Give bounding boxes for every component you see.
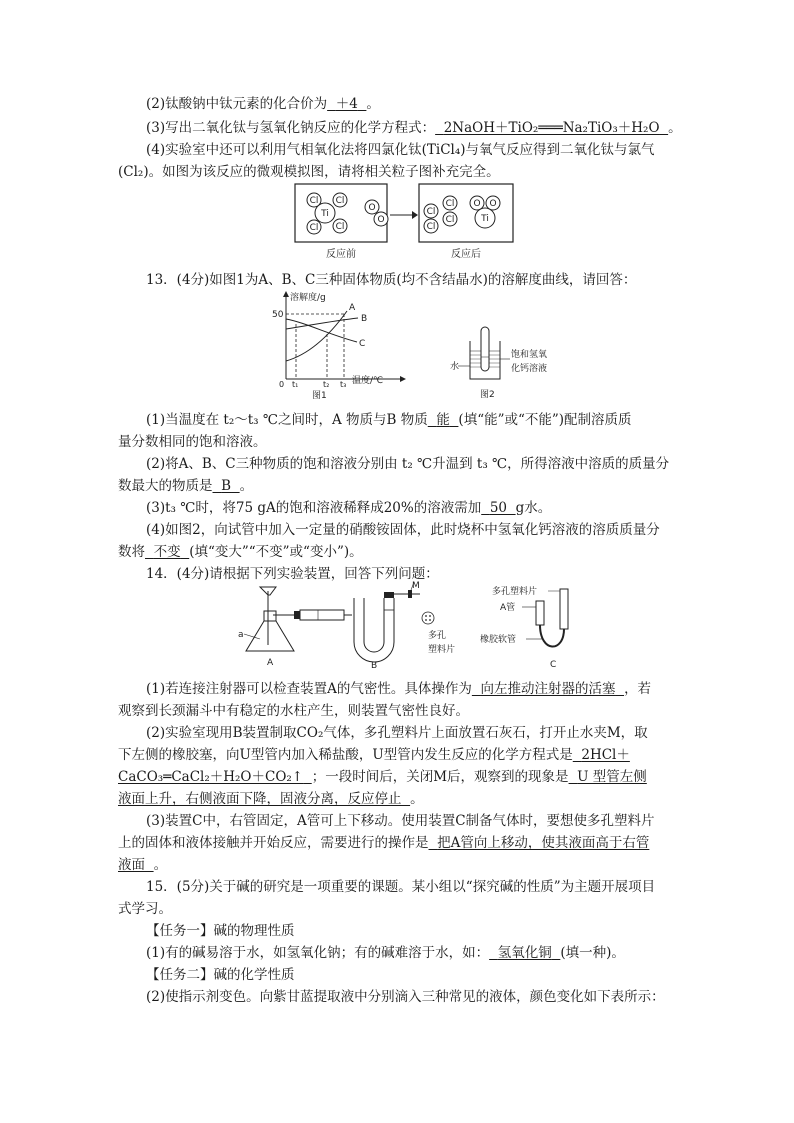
svg-text:Cl: Cl	[309, 223, 319, 233]
answer-blank: 液面	[118, 857, 145, 873]
svg-text:M: M	[412, 581, 420, 591]
apparatus-a-label: A	[267, 658, 274, 668]
answer-blank: 把A管向上移动，使其液面高于右管	[437, 835, 650, 851]
q15-task2-heading: 【任务二】碱的化学性质	[146, 967, 295, 983]
svg-text:O: O	[489, 199, 497, 209]
q13-part1-line1: (1)当温度在 t₂～t₃ ℃之间时，A 物质与B 物质 能 (填“能”或“不能”)配制溶质质	[146, 412, 632, 428]
q14-part1-line1: (1)若连接注射器可以检查装置A的气密性。具体操作为 向左推动注射器的活塞 ，若	[146, 681, 652, 697]
apparatus-b	[340, 580, 470, 670]
q15-heading-line1: 15．(5分)关于碱的研究是一项重要的课题。某小组以“探究碱的性质”为主题开展项目	[146, 879, 656, 895]
ti-atom: Ti	[321, 209, 329, 219]
svg-text:B: B	[361, 314, 368, 324]
q13-heading: 13．(4分)如图1为A、B、C三种固体物质(均不含结晶水)的溶解度曲线，请回答：	[146, 272, 637, 288]
reaction-micro-diagram	[294, 183, 514, 261]
q14-part2-line3: CaCO₃═CaCl₂＋H₂O＋CO₂↑ ；一段时间后，关闭M后，观察到的现象是 U 型管左侧	[118, 769, 647, 785]
svg-text:C: C	[359, 339, 366, 349]
answer-blank: 向左推动注射器的活塞	[480, 681, 616, 697]
svg-text:A: A	[349, 303, 356, 313]
svg-text:橡胶软管: 橡胶软管	[480, 635, 517, 645]
q13-part2-line2: 数最大的物质是 B 。	[118, 478, 254, 494]
svg-text:饱和氢氧: 饱和氢氧	[511, 350, 548, 360]
fig1-caption: 图1	[312, 391, 327, 401]
q14-part2-line1: (2)实验室现用B装置制取CO₂气体，多孔塑料片上面放置石灰石，打开止水夹M，取	[146, 725, 648, 741]
before-label: 反应前	[326, 249, 356, 260]
solubility-curve-figure	[272, 289, 422, 401]
after-label: 反应后	[451, 249, 481, 260]
q14-part1-line2: 观察到长颈漏斗中有稳定的水柱产生，则装置气密性良好。	[118, 703, 469, 719]
svg-text:O: O	[473, 199, 481, 209]
q13-part2-line1: (2)将A、B、C三种物质的饱和溶液分别由 t₂ ℃升温到 t₃ ℃，所得溶液中溶质的质量分	[146, 456, 670, 472]
curve-b	[286, 318, 358, 329]
svg-text:水: 水	[450, 362, 460, 372]
svg-text:Cl: Cl	[445, 199, 455, 209]
q12-part4-line2: (Cl₂)。如图为该反应的微观模拟图，请将相关粒子图补充完全。	[118, 164, 500, 180]
q13-part4-line1: (4)如图2，向试管中加入一定量的硝酸铵固体，此时烧杯中氢氧化钙溶液的溶质质量分	[146, 522, 660, 538]
apparatus-b-label: B	[371, 661, 378, 670]
answer-blank: 能	[436, 412, 450, 428]
q14-part2-line4: 液面上升，右侧液面下降，固液分离，反应停止 。	[118, 791, 424, 807]
svg-text:A管: A管	[500, 603, 516, 613]
apparatus-c-label: C	[550, 660, 557, 670]
svg-text:化钙溶液: 化钙溶液	[511, 364, 548, 374]
q14-heading: 14．(4分)请根据下列实验装置，回答下列问题：	[146, 566, 439, 582]
q15-part1: (1)有的碱易溶于水，如氢氧化钠；有的碱难溶于水，如： 氢氧化铜 (填一种)。	[146, 945, 625, 961]
q15-part2: (2)使指示剂变色。向紫甘蓝提取液中分别滴入三种常见的液体，颜色变化如下表所示：	[146, 989, 665, 1005]
q15-task1-heading: 【任务一】碱的物理性质	[146, 923, 295, 939]
svg-text:0: 0	[279, 380, 285, 389]
answer-blank: 2NaOH＋TiO₂═══Na₂TiO₃＋H₂O	[443, 120, 660, 136]
apparatus-c	[478, 583, 588, 670]
q14-part3-line1: (3)装置C中，右管固定，A管可上下移动。使用装置C制备气体时，要想使多孔塑料片	[146, 813, 655, 829]
answer-blank: B	[221, 478, 232, 494]
fig2-caption: 图2	[480, 390, 495, 400]
svg-text:多孔塑料片: 多孔塑料片	[492, 587, 538, 597]
svg-text:Ti: Ti	[481, 214, 489, 224]
apparatus-a	[234, 583, 354, 670]
svg-text:Cl: Cl	[335, 222, 345, 232]
answer-blank: U 型管左侧	[577, 769, 647, 785]
q13-part1-line2: 量分数相同的饱和溶液。	[118, 434, 267, 450]
q14-part3-line2: 上的固体和液体接触并开始反应，需要进行的操作是 把A管向上移动，使其液面高于右管	[118, 835, 650, 851]
svg-text:Cl: Cl	[426, 207, 436, 217]
answer-blank: 2HCl＋	[581, 747, 630, 763]
q13-part4-line2: 数将 不变 (填“变大”“不变”或“变小”)。	[118, 544, 363, 560]
svg-text:Cl: Cl	[309, 196, 319, 206]
svg-text:Cl: Cl	[335, 196, 345, 206]
svg-text:塑料片: 塑料片	[428, 645, 456, 655]
svg-text:O: O	[368, 203, 376, 213]
q12-part4-line1: (4)实验室中还可以利用气相氧化法将四氯化钛(TiCl₄)与氧气反应得到二氧化钛与氯气	[146, 142, 655, 158]
answer-blank: 氢氧化铜	[497, 945, 552, 961]
q12-part2: (2)钛酸钠中钛元素的化合价为 ＋4 。	[146, 96, 380, 112]
svg-text:多孔: 多孔	[428, 631, 447, 641]
beaker-test-tube-figure	[450, 321, 570, 401]
y-axis-label: 溶解度/g	[290, 293, 326, 303]
answer-blank: ＋4	[335, 96, 358, 112]
svg-text:t₁: t₁	[292, 380, 299, 389]
svg-text:Cl: Cl	[426, 222, 436, 232]
answer-blank: 液面上升，右侧液面下降，固液分离，反应停止	[118, 791, 402, 807]
svg-text:Cl: Cl	[445, 215, 455, 225]
svg-text:t₃: t₃	[340, 380, 347, 389]
x-axis-label: 温度/℃	[352, 376, 384, 386]
answer-blank: 50	[489, 500, 507, 516]
answer-blank: 不变	[153, 544, 181, 560]
curve-c	[286, 319, 357, 342]
q13-part3: (3)t₃ ℃时，将75 gA的饱和溶液稀释成20%的溶液需加 50 g水。	[146, 500, 552, 516]
answer-blank: CaCO₃═CaCl₂＋H₂O＋CO₂↑	[118, 769, 304, 785]
svg-text:t₂: t₂	[323, 380, 330, 389]
q12-part3: (3)写出二氧化钛与氢氧化钠反应的化学方程式： 2NaOH＋TiO₂═══Na₂TiO₃＋H₂O 。	[146, 120, 682, 136]
svg-text:O: O	[377, 215, 385, 225]
y-50-label: 50	[272, 310, 284, 320]
q15-heading-line2: 式学习。	[118, 901, 172, 917]
q14-part2-line2: 下左侧的橡胶塞，向U型管内加入稀盐酸，U型管内发生反应的化学方程式是 2HCl＋	[118, 747, 630, 763]
svg-text:a: a	[238, 630, 244, 640]
q14-part3-line3: 液面 。	[118, 857, 168, 873]
